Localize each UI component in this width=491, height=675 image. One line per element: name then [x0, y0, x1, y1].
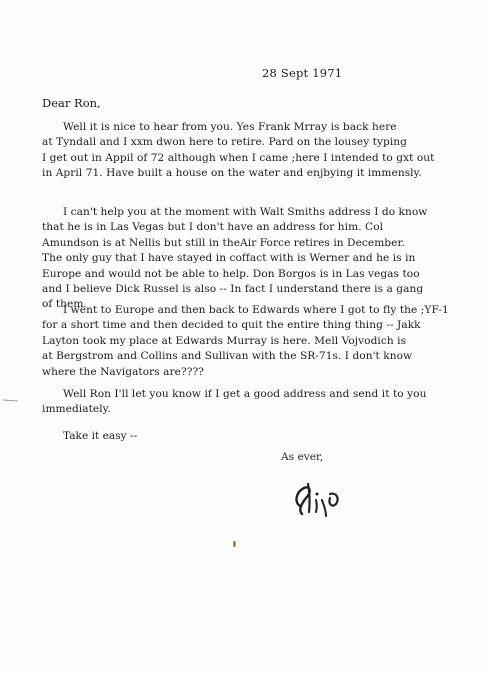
paragraph-line: Amundson is at Nellis but still in theAir Force retires in December. [42, 236, 405, 249]
paragraph-line: where the Navigators are???? [42, 365, 204, 378]
paragraph-line: I can't help you at the moment with Walt Smiths address I do know [63, 206, 428, 218]
paragraph-line: I went to Europe and then back to Edwards where I got to fly the ;YF-1 [63, 304, 449, 316]
paragraph-1 [42, 120, 482, 182]
closing: As ever, [281, 451, 324, 463]
paragraph-4 [42, 387, 482, 418]
paragraph-2 [42, 205, 482, 313]
paragraph-line: in April 71. Have built a house on the water and enjbying it immensly. [42, 167, 422, 180]
paragraph-line: of them. [42, 298, 87, 311]
paragraph-line: The only guy that I have stayed in coffact with is Werner and he is in [42, 252, 416, 265]
paragraph-line: Layton took my place at Edwards Murray is here. Mell Vojvodich is [42, 334, 407, 347]
paragraph-line: Well it is nice to hear from you. Yes Frank Mrray is back here [63, 121, 397, 133]
paragraph-line: I get out in Appil of 72 although when I came ;here I intended to gxt out [42, 151, 435, 164]
paragraph-3 [42, 303, 482, 380]
salutation: Dear Ron, [42, 96, 101, 110]
paragraph-line: for a short time and then decided to quit the entire thing thing -- Jakk [42, 319, 421, 332]
paragraph-line: Europe and would not be able to help. Don Borgos is in Las vegas too [42, 267, 420, 280]
handwritten-signature [286, 472, 366, 520]
letter-date: 28 Sept 1971 [262, 66, 343, 80]
paragraph-line: Well Ron I'll let you know if I get a good address and send it to you [63, 388, 427, 400]
paragraph-line: and I believe Dick Russel is also -- In fact I understand there is a gang [42, 283, 424, 296]
paragraph-line: at Tyndall and I xxm dwon here to retire. Pard on the lousey typing [42, 136, 407, 149]
take-it-easy-line: Take it easy -- [63, 430, 138, 442]
paragraph-line: immediately. [42, 403, 111, 416]
paper-speck [233, 541, 236, 547]
margin-mark [2, 397, 20, 403]
paragraph-line: at Bergstrom and Collins and Sullivan with the SR-71s. I don't know [42, 350, 413, 363]
paragraph-line: that he is in Las Vegas but I don't have an address for him. Col [42, 221, 384, 234]
